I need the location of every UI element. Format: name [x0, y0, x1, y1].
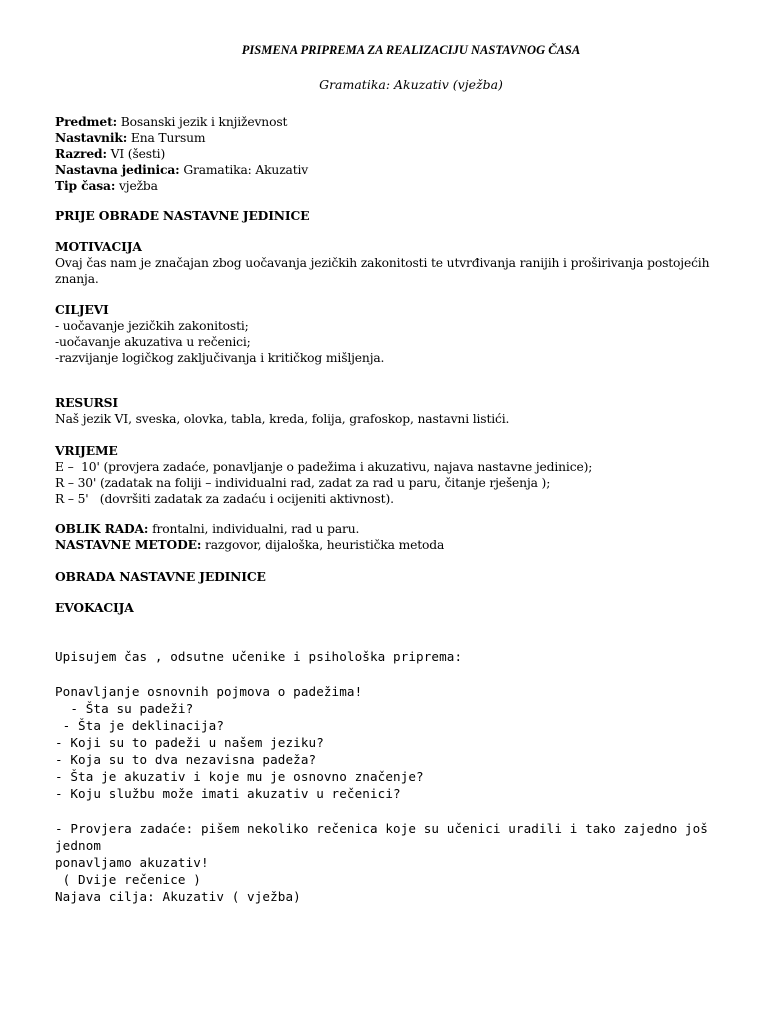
time-item: R – 30' (zadatak na foliji – individualni rad, zadat za rad u paru, čitanje rješenja );: [55, 476, 551, 490]
review-heading: Ponavljanje osnovnih pojmova o padežima!: [55, 684, 363, 699]
time-section: [55, 443, 735, 507]
resources-text: Naš jezik VI, sveska, olovka, tabla, kreda, folija, grafoskop, nastavni listići.: [55, 412, 510, 426]
goals-section: [55, 302, 735, 366]
review-question: - Šta je akuzativ i koje mu je osnovno značenje?: [55, 769, 424, 784]
review-question: - Koja su to dva nezavisna padeža?: [55, 752, 317, 767]
time-item: E – 10' (provjera zadaće, ponavljanje o padežima i akuzativu, najava nastavne jedinice);: [55, 460, 593, 474]
info-unit: Nastavna jedinica: Gramatika: Akuzativ: [55, 162, 309, 177]
time-item: R – 5' (dovršiti zadatak za zadaću i ocijeniti aktivnost).: [55, 492, 394, 506]
evocation-heading: EVOKACIJA: [55, 600, 134, 615]
goal-announcement: Najava cilja: Akuzativ ( vježba): [55, 889, 301, 904]
homework-line: ponavljamo akuzativ!: [55, 855, 209, 870]
review-question: - Koji su to padeži u našem jeziku?: [55, 735, 324, 750]
section-processing-heading: OBRADA NASTAVNE JEDINICE: [55, 569, 266, 584]
goal-item: -uočavanje akuzativa u rečenici;: [55, 335, 251, 349]
goal-item: - uočavanje jezičkih zakonitosti;: [55, 319, 249, 333]
goals-heading: CILJEVI: [55, 302, 109, 317]
review-question: - Šta je deklinacija?: [55, 718, 225, 733]
motivation-text: Ovaj čas nam je značajan zbog uočavanja jezičkih zakonitosti te utvrđivanja ranijih i proširivanja postojećih znanja.: [55, 256, 710, 286]
info-grade: Razred: VI (šesti): [55, 146, 166, 161]
homework-line: - Provjera zadaće: pišem nekoliko rečenica koje su učenici uradili i tako zajedno još jednom: [55, 821, 708, 853]
info-subject: Predmet: Bosanski jezik i književnost: [55, 114, 288, 129]
section-before-heading: PRIJE OBRADE NASTAVNE JEDINICE: [55, 208, 310, 223]
page-subtitle: Gramatika: Akuzativ (vježba): [319, 77, 503, 92]
goal-item: -razvijanje logičkog zaključivanja i kritičkog mišljenja.: [55, 351, 385, 365]
work-form: OBLIK RADA: frontalni, individualni, rad u paru.: [55, 521, 360, 536]
teaching-methods: NASTAVNE METODE: razgovor, dijaloška, heuristička metoda: [55, 537, 445, 552]
info-teacher: Nastavnik: Ena Tursum: [55, 130, 206, 145]
resources-heading: RESURSI: [55, 395, 118, 410]
motivation-section: [55, 239, 735, 287]
info-block: [55, 114, 735, 194]
page-title: PISMENA PRIPREMA ZA REALIZACIJU NASTAVNOG ČASA: [241, 43, 581, 57]
motivation-heading: MOTIVACIJA: [55, 239, 142, 254]
time-heading: VRIJEME: [55, 443, 118, 458]
info-lesson-type: Tip časa: vježba: [55, 178, 158, 193]
homework-line: ( Dvije rečenice ): [55, 872, 201, 887]
review-question: - Koju službu može imati akuzativ u rečenici?: [55, 786, 401, 801]
review-section: [55, 683, 735, 802]
review-question: - Šta su padeži?: [55, 701, 194, 716]
work-form-methods: [55, 521, 735, 553]
resources-section: [55, 395, 735, 427]
intro-line: Upisujem čas , odsutne učenike i psihološka priprema:: [55, 649, 463, 664]
homework-section: [55, 820, 735, 888]
